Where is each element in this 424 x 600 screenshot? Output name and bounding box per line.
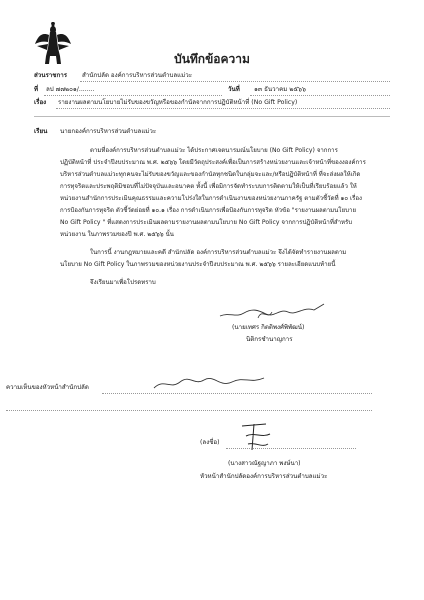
subject-dotted-line xyxy=(56,108,390,109)
opinion-handwriting xyxy=(150,370,270,394)
ref-label: ที่ xyxy=(34,86,39,93)
ref-dotted-line xyxy=(44,95,222,96)
salutation-label: เรียน xyxy=(34,128,48,135)
date-label: วันที่ xyxy=(228,86,240,93)
header-divider xyxy=(34,116,390,117)
opinion-label: ความเห็นของหัวหน้าสำนักปลัด xyxy=(6,384,89,391)
body-p1-line-8: หน่วยงาน ในภาพรวมของปี พ.ศ. ๒๕๖๖ นั้น xyxy=(60,231,174,238)
signature-1 xyxy=(218,300,328,322)
body-p1-line-7: No Gift Policy " ที่แสดงการประเมินผลตามรายงานผลตามนโยบาย No Gift Policy จากการปฏิบัติหน้าที่สำหรับ xyxy=(60,219,353,226)
salutation-value: นายกองค์การบริหารส่วนตำบลแม่วะ xyxy=(60,128,157,135)
agency-label: ส่วนราชการ xyxy=(34,72,68,79)
signature-2-dotted-line xyxy=(226,448,356,449)
body-p1-line-2: ปฏิบัติหน้าที่ ประจำปีงบประมาณ พ.ศ. ๒๕๖๖ โดยมีวัตถุประสงค์เพื่อเป็นการสร้างหน่วยงานและเจ้าหน้าที่ของงองค์การ xyxy=(60,159,366,166)
page-title: บันทึกข้อความ xyxy=(174,52,250,66)
body-p2-line-2: นโยบาย No Gift Policy ในภาพรวมของหน่วยงานประจำปีงบประมาณ พ.ศ. ๒๕๖๖ รายละเอียดแนบท้ายนี้ xyxy=(60,261,336,268)
agency-dotted-line xyxy=(80,81,390,82)
opinion-position: หัวหน้าสำนักปลัดองค์การบริหารส่วนตำบลแม่วะ xyxy=(200,473,328,480)
date-dotted-line xyxy=(250,95,390,96)
opinion-dotted-line-2 xyxy=(6,410,372,411)
body-p1-line-5: หน่วยงานสำนักการประเมินคุณธรรมและความโปร่งใสในการดำเนินงานของหน่วยงานภาครัฐ ตามตัวชี้วัดที่ ๑๐ เรื่อง xyxy=(60,195,363,202)
signer1-position: นิติกรชำนาญการ xyxy=(246,336,293,343)
ref-value: ลป ๗๗๒๐๑/........ xyxy=(46,86,95,93)
body-p1-line-1: ตามที่องค์การบริหารส่วนตำบลแม่วะ ได้ประกาศเจตนารมณ์นโยบาย (No Gift Policy) จากการ xyxy=(90,147,338,154)
body-p1-line-3: บริหารส่วนตำบลแม่วะทุกคนจะไม่รับของขวัญและของกำนัลทุกชนิดในกลุ่มจะและ/หรือปฏิบัติหน้าที่ ที่จะส่งผลให้เกิด xyxy=(60,171,361,178)
opinion-sign-label: (ลงชื่อ) xyxy=(200,439,220,446)
body-p1-line-4: การทุจริตและประพฤติมิชอบที่ไม่ปัจจุบันและอนาคต ทั้งนี้ เพื่อมิการจัดทำระบบการติดตามให้เป็นที่เรียบร้อยแล้ว ให้ xyxy=(60,183,357,190)
subject-value: รายงานผลตามนโยบายไม่รับของขวัญหรือของกำนัลจากการปฏิบัติหน้าที่ (No Gift Policy) xyxy=(58,99,298,106)
signer1-name: (นายเทศร กิตติพงศ์พิพัฒน์) xyxy=(232,324,305,331)
date-value: ๑๓ ธันวาคม ๒๕๖๖ xyxy=(254,86,306,93)
opinion-name: (นางสาวณัฐญาภา พงษ์นา) xyxy=(228,460,301,467)
closing-text: จึงเรียนมาเพื่อโปรดทราบ xyxy=(90,279,156,286)
body-p1-line-6: การป้องกันการทุจริต ตัวชี้วัดย่อยที่ ๑๐.๑ เรื่อง การดำเนินการเพื่อป้องกันการทุจริต หัวข้อ "รายงานผลตามนโยบาย xyxy=(60,207,357,214)
subject-label: เรื่อง xyxy=(34,99,47,106)
agency-value: สำนักปลัด องค์การบริหารส่วนตำบลแม่วะ xyxy=(82,72,193,79)
body-p2-line-1: ในการนี้ งานกฎหมายและคดี สำนักปลัด องค์การบริหารส่วนตำบลแม่วะ จึงได้จัดทำรายงานผลตาม xyxy=(90,249,347,256)
